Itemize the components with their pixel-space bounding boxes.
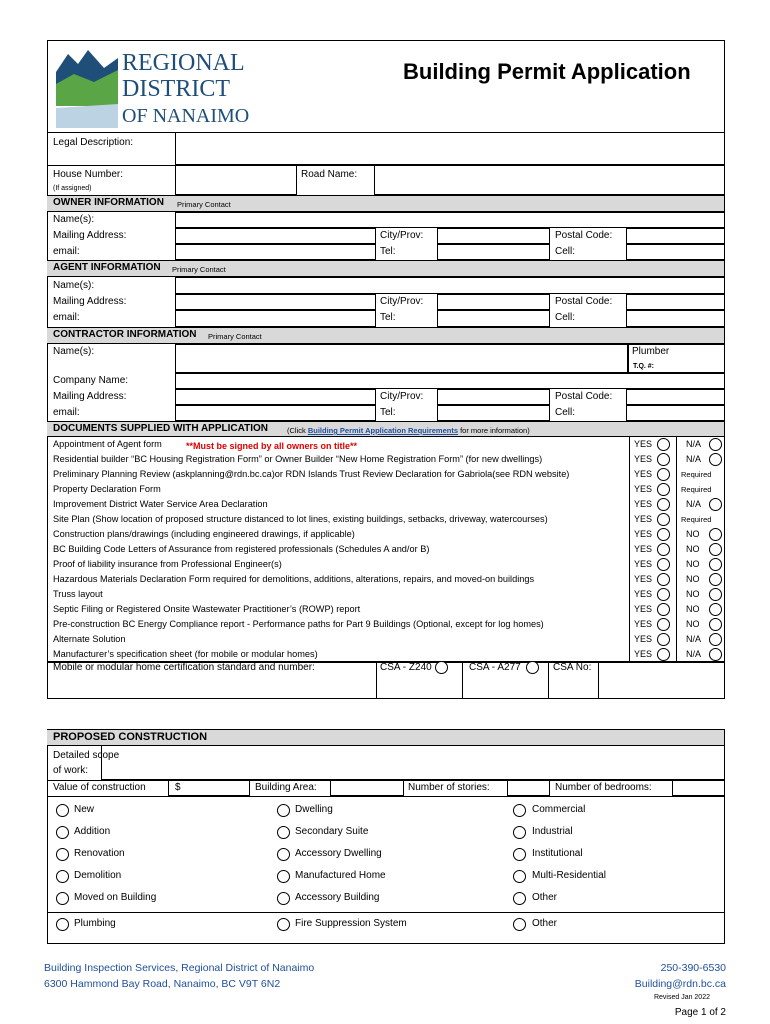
documents-note-post: for more information) (458, 426, 530, 435)
divider (47, 912, 725, 913)
dollar-sign: $ (175, 782, 181, 793)
no-na-label: N/A (686, 634, 702, 644)
legal-description-field[interactable] (175, 132, 725, 165)
construction-option-radio[interactable] (513, 870, 526, 883)
contractor-names-label: Name(s): (53, 346, 95, 357)
page-number: Page 1 of 2 (674, 1007, 726, 1018)
construction-option-radio[interactable] (56, 870, 69, 883)
logo-line-3: OF NANAIMO (122, 105, 250, 127)
construction-option-label: Plumbing (74, 918, 116, 929)
contractor-postal-label: Postal Code: (555, 391, 613, 402)
tq-field[interactable] (628, 344, 725, 373)
contractor-city-label: City/Prov: (380, 391, 424, 402)
construction-option-label: Manufactured Home (295, 870, 386, 881)
construction-option-label: Dwelling (295, 804, 333, 815)
agent-postal-field[interactable] (626, 294, 725, 310)
construction-option-radio[interactable] (513, 804, 526, 817)
yes-label: YES (634, 499, 653, 509)
yes-label: YES (634, 484, 653, 494)
no-na-radio[interactable] (709, 498, 722, 511)
no-na-label: N/A (686, 454, 702, 464)
yes-label: YES (634, 634, 653, 644)
construction-option-label: Accessory Building (295, 892, 380, 903)
contractor-city-field[interactable] (437, 389, 550, 405)
construction-option-radio[interactable] (277, 870, 290, 883)
construction-option-radio[interactable] (277, 826, 290, 839)
document-item-label: Proof of liability insurance from Professional Engineer(s) (53, 559, 282, 569)
document-item-label: Hazardous Materials Declaration Form required for demolitions, additions, alterations, repairs, and moved-on buildings (53, 574, 535, 584)
no-na-label: N/A (686, 499, 702, 509)
yes-label: YES (634, 574, 653, 584)
yes-column-divider (629, 437, 630, 662)
required-label: Required (681, 485, 712, 494)
csa-z240-label: CSA - Z240 (380, 662, 432, 673)
yes-label: YES (634, 469, 653, 479)
construction-option-radio[interactable] (277, 848, 290, 861)
owner-tel-field[interactable] (437, 244, 550, 260)
stories-label: Number of stories: (408, 782, 490, 793)
document-item-label: Manufacturer’s specification sheet (for mobile or modular homes) (53, 649, 318, 659)
no-na-label: NO (686, 589, 700, 599)
yes-label: YES (634, 619, 653, 629)
area-field[interactable] (330, 780, 404, 796)
no-na-radio[interactable] (709, 438, 722, 451)
no-na-radio[interactable] (709, 648, 722, 661)
yes-radio[interactable] (657, 573, 670, 586)
logo-line-1: REGIONAL (122, 50, 245, 76)
no-na-radio[interactable] (709, 618, 722, 631)
csa-no-field[interactable] (598, 662, 725, 699)
scope-label-1: Detailed scope (53, 750, 120, 761)
contractor-mailing-field[interactable] (175, 389, 376, 405)
no-na-radio[interactable] (709, 543, 722, 556)
yes-radio[interactable] (657, 438, 670, 451)
document-item-label: Residential builder “BC Housing Registration Form” or Owner Builder “New Home Registration Form” (for new dwellings) (53, 454, 543, 464)
construction-option-label: Other (532, 918, 558, 929)
stories-field[interactable] (507, 780, 550, 796)
no-na-label: NO (686, 559, 700, 569)
agent-cell-field[interactable] (626, 310, 725, 327)
document-item-label: BC Building Code Letters of Assurance from registered professionals (Schedules A and/or B) (53, 544, 430, 554)
construction-option-radio[interactable] (513, 892, 526, 905)
proposed-heading: PROPOSED CONSTRUCTION (53, 731, 208, 743)
agent-email-field[interactable] (175, 310, 376, 327)
construction-option-label: Moved on Building (74, 892, 157, 903)
scope-field[interactable] (101, 746, 725, 780)
construction-option-radio[interactable] (513, 848, 526, 861)
owner-mailing-field[interactable] (175, 228, 376, 244)
owner-heading: OWNER INFORMATION (53, 197, 164, 208)
house-number-field[interactable] (175, 165, 297, 195)
construction-option-radio[interactable] (513, 826, 526, 839)
construction-option-label: Institutional (532, 848, 583, 859)
csa-a277-label: CSA - A277 (469, 662, 521, 673)
bedrooms-label: Number of bedrooms: (555, 782, 652, 793)
divider (462, 662, 463, 699)
agent-names-label: Name(s): (53, 280, 95, 291)
csa-a277-radio[interactable] (526, 661, 539, 674)
contractor-cell-field[interactable] (626, 405, 725, 421)
owner-postal-label: Postal Code: (555, 230, 613, 241)
owner-email-field[interactable] (175, 244, 376, 260)
document-item-label: Alternate Solution (53, 634, 126, 644)
contractor-mailing-label: Mailing Address: (53, 391, 127, 402)
no-na-label: NO (686, 544, 700, 554)
yes-radio[interactable] (657, 543, 670, 556)
construction-option-label: Fire Suppression System (295, 918, 407, 929)
construction-option-radio[interactable] (277, 804, 290, 817)
footer-address: 6300 Hammond Bay Road, Nanaimo, BC V9T 6N2 (44, 978, 281, 990)
document-item-label: Construction plans/drawings (including engineered drawings, if applicable) (53, 529, 355, 539)
owner-names-field[interactable] (175, 212, 725, 228)
construction-option-label: Commercial (532, 804, 586, 815)
contractor-sub: Primary Contact (208, 332, 262, 341)
footer-phone[interactable]: 250-390-6530 (660, 962, 726, 974)
no-na-label: NO (686, 619, 700, 629)
required-label: Required (681, 515, 712, 524)
construction-option-radio[interactable] (56, 892, 69, 905)
agent-tel-field[interactable] (437, 310, 550, 327)
yes-radio[interactable] (657, 513, 670, 526)
csa-z240-radio[interactable] (435, 661, 448, 674)
yes-radio[interactable] (657, 498, 670, 511)
owner-city-field[interactable] (437, 228, 550, 244)
no-na-radio[interactable] (709, 588, 722, 601)
company-name-label: Company Name: (53, 375, 129, 386)
documents-note (287, 425, 530, 437)
value-label: Value of construction (53, 782, 146, 793)
revised-date: Revised Jan 2022 (653, 994, 710, 1001)
csa-no-label: CSA No: (553, 662, 592, 673)
company-name-field[interactable] (175, 373, 725, 389)
agent-postal-label: Postal Code: (555, 296, 613, 307)
no-na-radio[interactable] (709, 528, 722, 541)
agent-cell-label: Cell: (555, 312, 576, 323)
logo-mountain-icon (54, 48, 120, 128)
yes-radio[interactable] (657, 648, 670, 661)
document-item-label: Property Declaration Form (53, 484, 161, 494)
right-column-divider (676, 437, 677, 662)
if-assigned-note: (If assigned) (53, 185, 92, 192)
contractor-heading: CONTRACTOR INFORMATION (53, 329, 197, 340)
yes-radio[interactable] (657, 468, 670, 481)
legal-description-label: Legal Description: (53, 137, 134, 148)
construction-option-radio[interactable] (277, 918, 290, 931)
scope-label-2: of work: (53, 765, 89, 776)
value-field[interactable] (168, 780, 250, 796)
owner-sub: Primary Contact (177, 200, 231, 209)
yes-label: YES (634, 514, 653, 524)
page-title: Building Permit Application (403, 59, 691, 84)
yes-radio[interactable] (657, 603, 670, 616)
construction-option-radio[interactable] (56, 918, 69, 931)
owner-names-label: Name(s): (53, 214, 95, 225)
owner-postal-field[interactable] (626, 228, 725, 244)
construction-option-label: Industrial (532, 826, 573, 837)
contractor-tel-field[interactable] (437, 405, 550, 421)
agent-mailing-label: Mailing Address: (53, 296, 127, 307)
agent-city-label: City/Prov: (380, 296, 424, 307)
no-na-label: NO (686, 529, 700, 539)
document-item-label: Truss layout (53, 589, 103, 599)
requirements-link[interactable]: Building Permit Application Requirements (307, 426, 458, 435)
rdn-logo (54, 48, 249, 130)
construction-option-label: Other (532, 892, 558, 903)
no-na-label: NO (686, 574, 700, 584)
construction-option-label: Accessory Dwelling (295, 848, 382, 859)
mobile-cert-label: Mobile or modular home certification standard and number: (53, 662, 315, 673)
documents-note-pre: (Click (287, 426, 308, 435)
yes-radio[interactable] (657, 633, 670, 646)
yes-radio[interactable] (657, 453, 670, 466)
agent-sub: Primary Contact (172, 265, 226, 274)
agent-email-label: email: (53, 312, 80, 323)
road-name-field[interactable] (374, 165, 725, 195)
tq-label: T.Q. #: (633, 363, 655, 370)
yes-label: YES (634, 439, 653, 449)
document-item-label: Pre-construction BC Energy Compliance report - Performance paths for Part 9 Buildings (Optional, except for log homes) (53, 619, 544, 629)
document-item-label: Improvement District Water Service Area Declaration (53, 499, 268, 509)
no-na-radio[interactable] (709, 558, 722, 571)
owner-cell-label: Cell: (555, 246, 576, 257)
construction-option-radio[interactable] (56, 826, 69, 839)
footer-org: Building Inspection Services, Regional District of Nanaimo (44, 962, 315, 974)
agent-tel-label: Tel: (380, 312, 396, 323)
no-na-label: N/A (686, 649, 702, 659)
yes-radio[interactable] (657, 588, 670, 601)
agent-signature-note: **Must be signed by all owners on title** (186, 441, 358, 451)
owner-mailing-label: Mailing Address: (53, 230, 127, 241)
yes-radio[interactable] (657, 618, 670, 631)
construction-option-radio[interactable] (277, 892, 290, 905)
required-label: Required (681, 470, 712, 479)
agent-names-field[interactable] (175, 277, 725, 294)
construction-option-radio[interactable] (513, 918, 526, 931)
no-na-radio[interactable] (709, 633, 722, 646)
construction-option-label: New (74, 804, 95, 815)
construction-option-radio[interactable] (56, 848, 69, 861)
agent-city-field[interactable] (437, 294, 550, 310)
plumber-label: Plumber (632, 346, 670, 357)
no-na-radio[interactable] (709, 603, 722, 616)
yes-label: YES (634, 529, 653, 539)
area-label: Building Area: (255, 782, 317, 793)
bedrooms-field[interactable] (672, 780, 725, 796)
no-na-radio[interactable] (709, 573, 722, 586)
agent-heading: AGENT INFORMATION (53, 262, 161, 273)
contractor-postal-field[interactable] (626, 389, 725, 405)
document-item-label: Site Plan (Show location of proposed structure distanced to lot lines, existing buildings, setbacks, driveway, watercourses) (53, 514, 548, 524)
logo-line-2: DISTRICT (122, 76, 230, 102)
yes-label: YES (634, 589, 653, 599)
document-item-label: Appointment of Agent form (53, 439, 162, 449)
construction-option-label: Multi-Residential (532, 870, 606, 881)
yes-label: YES (634, 559, 653, 569)
construction-option-label: Renovation (74, 848, 125, 859)
construction-option-label: Addition (74, 826, 111, 837)
road-name-label: Road Name: (301, 169, 358, 180)
contractor-cell-label: Cell: (555, 407, 576, 418)
yes-label: YES (634, 604, 653, 614)
document-item-label: Septic Filing or Registered Onsite Wastewater Practitioner’s (ROWP) report (53, 604, 361, 614)
construction-option-radio[interactable] (56, 804, 69, 817)
divider (47, 796, 725, 797)
yes-radio[interactable] (657, 528, 670, 541)
yes-radio[interactable] (657, 483, 670, 496)
agent-mailing-field[interactable] (175, 294, 376, 310)
no-na-label: NO (686, 604, 700, 614)
contractor-email-label: email: (53, 407, 80, 418)
construction-option-label: Secondary Suite (295, 826, 369, 837)
contractor-email-field[interactable] (175, 405, 376, 421)
yes-label: YES (634, 649, 653, 659)
divider (548, 662, 549, 699)
construction-option-label: Demolition (74, 870, 122, 881)
no-na-radio[interactable] (709, 453, 722, 466)
owner-tel-label: Tel: (380, 246, 396, 257)
divider (376, 662, 377, 699)
contractor-tel-label: Tel: (380, 407, 396, 418)
yes-label: YES (634, 454, 653, 464)
house-number-label: House Number: (53, 169, 124, 180)
footer-email[interactable]: Building@rdn.bc.ca (634, 978, 726, 990)
contractor-names-field[interactable] (175, 344, 628, 373)
no-na-label: N/A (686, 439, 702, 449)
yes-label: YES (634, 544, 653, 554)
owner-city-label: City/Prov: (380, 230, 424, 241)
owner-email-label: email: (53, 246, 80, 257)
documents-heading: DOCUMENTS SUPPLIED WITH APPLICATION (53, 423, 268, 434)
document-item-label: Preliminary Planning Review (askplanning@rdn.bc.ca)or RDN Islands Trust Review Declaration for Gabriola(see RDN website) (53, 469, 570, 479)
owner-cell-field[interactable] (626, 244, 725, 260)
yes-radio[interactable] (657, 558, 670, 571)
